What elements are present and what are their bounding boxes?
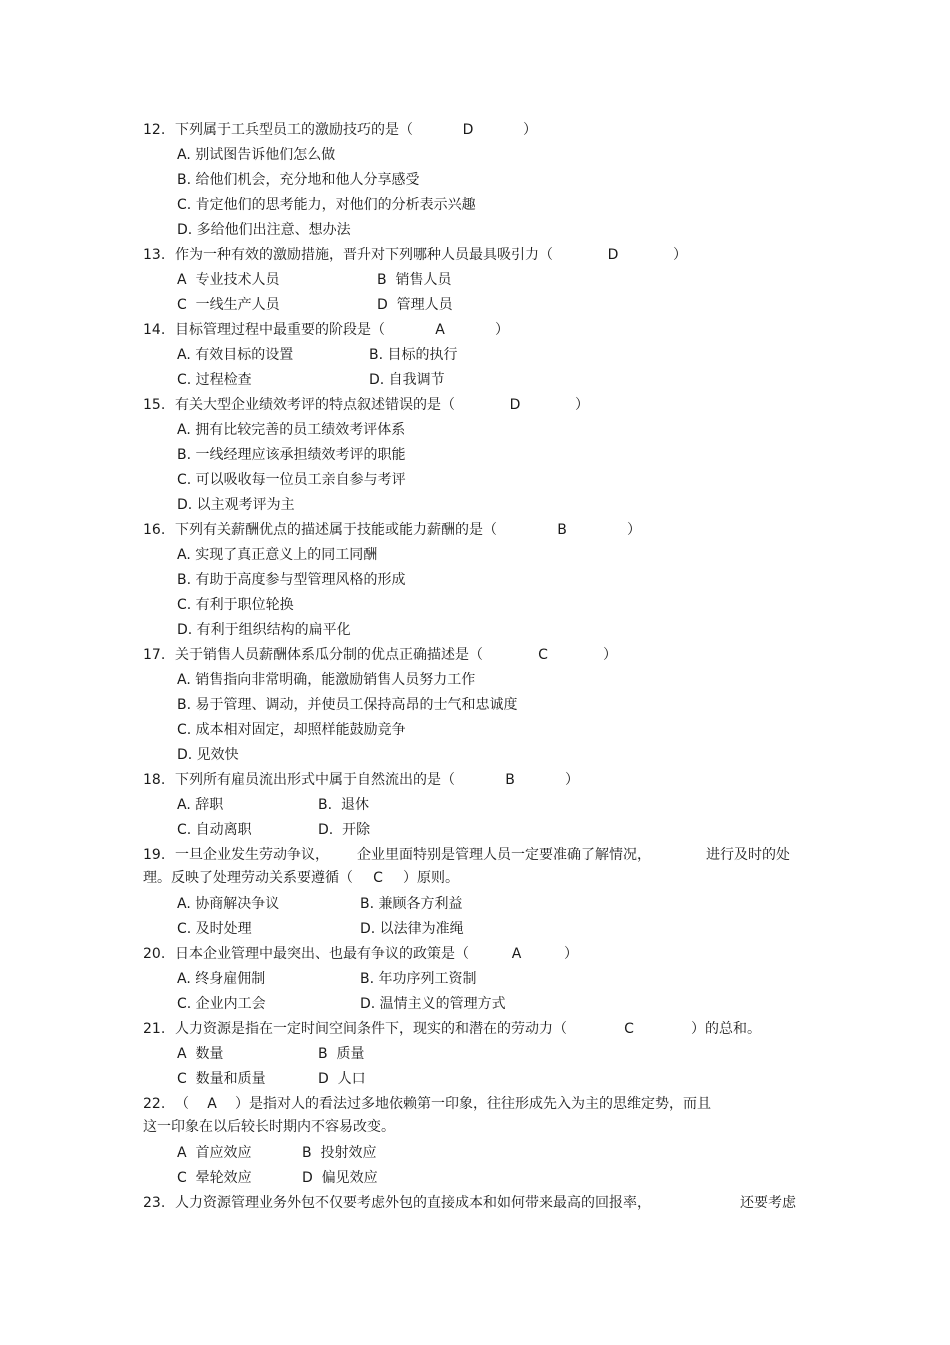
question-number: 15.: [143, 397, 166, 413]
option: A. 别试图告诉他们怎么做: [177, 147, 336, 163]
answer: A: [511, 946, 522, 962]
question-21: [143, 1019, 761, 1039]
question-text-end: ）原则。: [403, 870, 459, 886]
question-text: 目标管理过程中最重要的阶段是（: [175, 322, 385, 338]
question-text-end: ）: [627, 522, 641, 538]
answer: A: [435, 322, 445, 338]
option: B. 有助于高度参与型管理风格的形成: [177, 572, 406, 588]
question-number: 13.: [143, 247, 166, 263]
option: C. 可以吸收每一位员工亲自参与考评: [177, 472, 406, 488]
option: C. 过程检查: [177, 372, 252, 388]
answer: C: [538, 647, 548, 663]
option: D. 开除: [318, 822, 371, 838]
question-text: 关于销售人员薪酬体系瓜分制的优点正确描述是（: [175, 647, 483, 663]
question-number: 17.: [143, 647, 166, 663]
question-text-end: ）: [673, 247, 687, 263]
question-number: 16.: [143, 522, 166, 538]
question-text-end: ）: [495, 322, 509, 338]
option: C. 及时处理: [177, 921, 252, 937]
question-19: [143, 845, 329, 865]
question-23: [143, 1193, 651, 1213]
question-text: 一旦企业发生劳动争议，: [175, 847, 329, 863]
question-text: 作为一种有效的激励措施，晋升对下列哪种人员最具吸引力（: [175, 247, 553, 263]
question-17: [143, 645, 617, 665]
option: D 偏见效应: [302, 1170, 378, 1186]
option: B. 兼顾各方利益: [360, 896, 463, 912]
option: D 管理人员: [377, 297, 453, 313]
question-text-end: ）是指对人的看法过多地依赖第一印象，往往形成先入为主的思维定势，而且: [235, 1096, 711, 1112]
question-number: 22.: [143, 1096, 166, 1112]
option: C 数量和质量: [177, 1071, 266, 1087]
option: B. 易于管理、调动，并使员工保持高昂的士气和忠诚度: [177, 697, 518, 713]
question-text-end: ）的总和。: [691, 1021, 761, 1037]
option: B. 一线经理应该承担绩效考评的职能: [177, 447, 406, 463]
question-19-line-2: [143, 868, 459, 888]
option: A 首应效应: [177, 1145, 252, 1161]
option: D. 有利于组织结构的扁平化: [177, 622, 351, 638]
option: A. 实现了真正意义上的同工同酬: [177, 547, 378, 563]
question-19-text-end: 进行及时的处: [706, 847, 790, 863]
option: A. 辞职: [177, 797, 224, 813]
option: C 晕轮效应: [177, 1170, 252, 1186]
question-13: [143, 245, 687, 265]
question-number: 14.: [143, 322, 166, 338]
question-number: 20.: [143, 946, 166, 962]
question-text: 下列有关薪酬优点的描述属于技能或能力薪酬的是（: [175, 522, 497, 538]
option: D. 温情主义的管理方式: [360, 996, 506, 1012]
answer: A: [207, 1096, 217, 1112]
answer: D: [607, 247, 619, 263]
option: A 数量: [177, 1046, 224, 1062]
question-number: 12.: [143, 122, 166, 138]
question-text: （: [175, 1096, 189, 1112]
option: D. 多给他们出注意、想办法: [177, 222, 351, 238]
option: C. 成本相对固定，却照样能鼓励竞争: [177, 722, 406, 738]
option: D. 自我调节: [369, 372, 445, 388]
option: A. 有效目标的设置: [177, 347, 294, 363]
option: C 一线生产人员: [177, 297, 280, 313]
answer: B: [505, 772, 515, 788]
question-19-text-middle: 企业里面特别是管理人员一定要准确了解情况，: [357, 847, 651, 863]
answer: D: [462, 122, 474, 138]
option: B. 目标的执行: [369, 347, 458, 363]
question-text: 下列所有雇员流出形式中属于自然流出的是（: [175, 772, 455, 788]
question-text: 人力资源是指在一定时间空间条件下，现实的和潜在的劳动力（: [175, 1021, 567, 1037]
question-text: 人力资源管理业务外包不仅要考虑外包的直接成本和如何带来最高的回报率，: [175, 1195, 651, 1211]
question-20: [143, 944, 578, 964]
option: A 专业技术人员: [177, 272, 280, 288]
option: C. 自动离职: [177, 822, 252, 838]
option: B. 给他们机会，充分地和他人分享感受: [177, 172, 420, 188]
answer: B: [557, 522, 567, 538]
question-16: [143, 520, 641, 540]
answer: C: [373, 870, 383, 886]
option: B 投射效应: [302, 1145, 377, 1161]
question-number: 18.: [143, 772, 166, 788]
question-number: 19.: [143, 847, 166, 863]
option: B. 年功序列工资制: [360, 971, 477, 987]
question-15: [143, 395, 589, 415]
question-text: 日本企业管理中最突出、也最有争议的政策是（: [175, 946, 469, 962]
option: D. 见效快: [177, 747, 239, 763]
question-text: 有关大型企业绩效考评的特点叙述错误的是（: [175, 397, 455, 413]
question-text-end: ）: [523, 122, 537, 138]
option: D. 以主观考评为主: [177, 497, 295, 513]
question-22: [143, 1094, 711, 1114]
question-22-line-2: 这一印象在以后较长时期内不容易改变。: [143, 1119, 395, 1135]
option: C. 企业内工会: [177, 996, 266, 1012]
option: C. 肯定他们的思考能力，对他们的分析表示兴趣: [177, 197, 476, 213]
question-23-text-end: 还要考虑: [740, 1195, 796, 1211]
question-text-end: ）: [565, 772, 579, 788]
question-text: 下列属于工兵型员工的激励技巧的是（: [175, 122, 413, 138]
option: D 人口: [318, 1071, 366, 1087]
question-14: [143, 320, 509, 340]
answer: C: [624, 1021, 634, 1037]
option: A. 终身雇佣制: [177, 971, 266, 987]
question-text-end: ）: [603, 647, 617, 663]
question-number: 21.: [143, 1021, 166, 1037]
option: A. 协商解决争议: [177, 896, 280, 912]
option: B. 退休: [318, 797, 369, 813]
option: A. 销售指向非常明确，能激励销售人员努力工作: [177, 672, 476, 688]
option: B 质量: [318, 1046, 365, 1062]
option: A. 拥有比较完善的员工绩效考评体系: [177, 422, 406, 438]
question-text: 理。反映了处理劳动关系要遵循（: [143, 870, 353, 886]
option: D. 以法律为准绳: [360, 921, 464, 937]
question-text-end: ）: [575, 397, 589, 413]
option: B 销售人员: [377, 272, 452, 288]
question-12: [143, 120, 537, 140]
question-18: [143, 770, 579, 790]
question-number: 23.: [143, 1195, 166, 1211]
answer: D: [509, 397, 521, 413]
option: C. 有利于职位轮换: [177, 597, 294, 613]
question-text-end: ）: [564, 946, 578, 962]
